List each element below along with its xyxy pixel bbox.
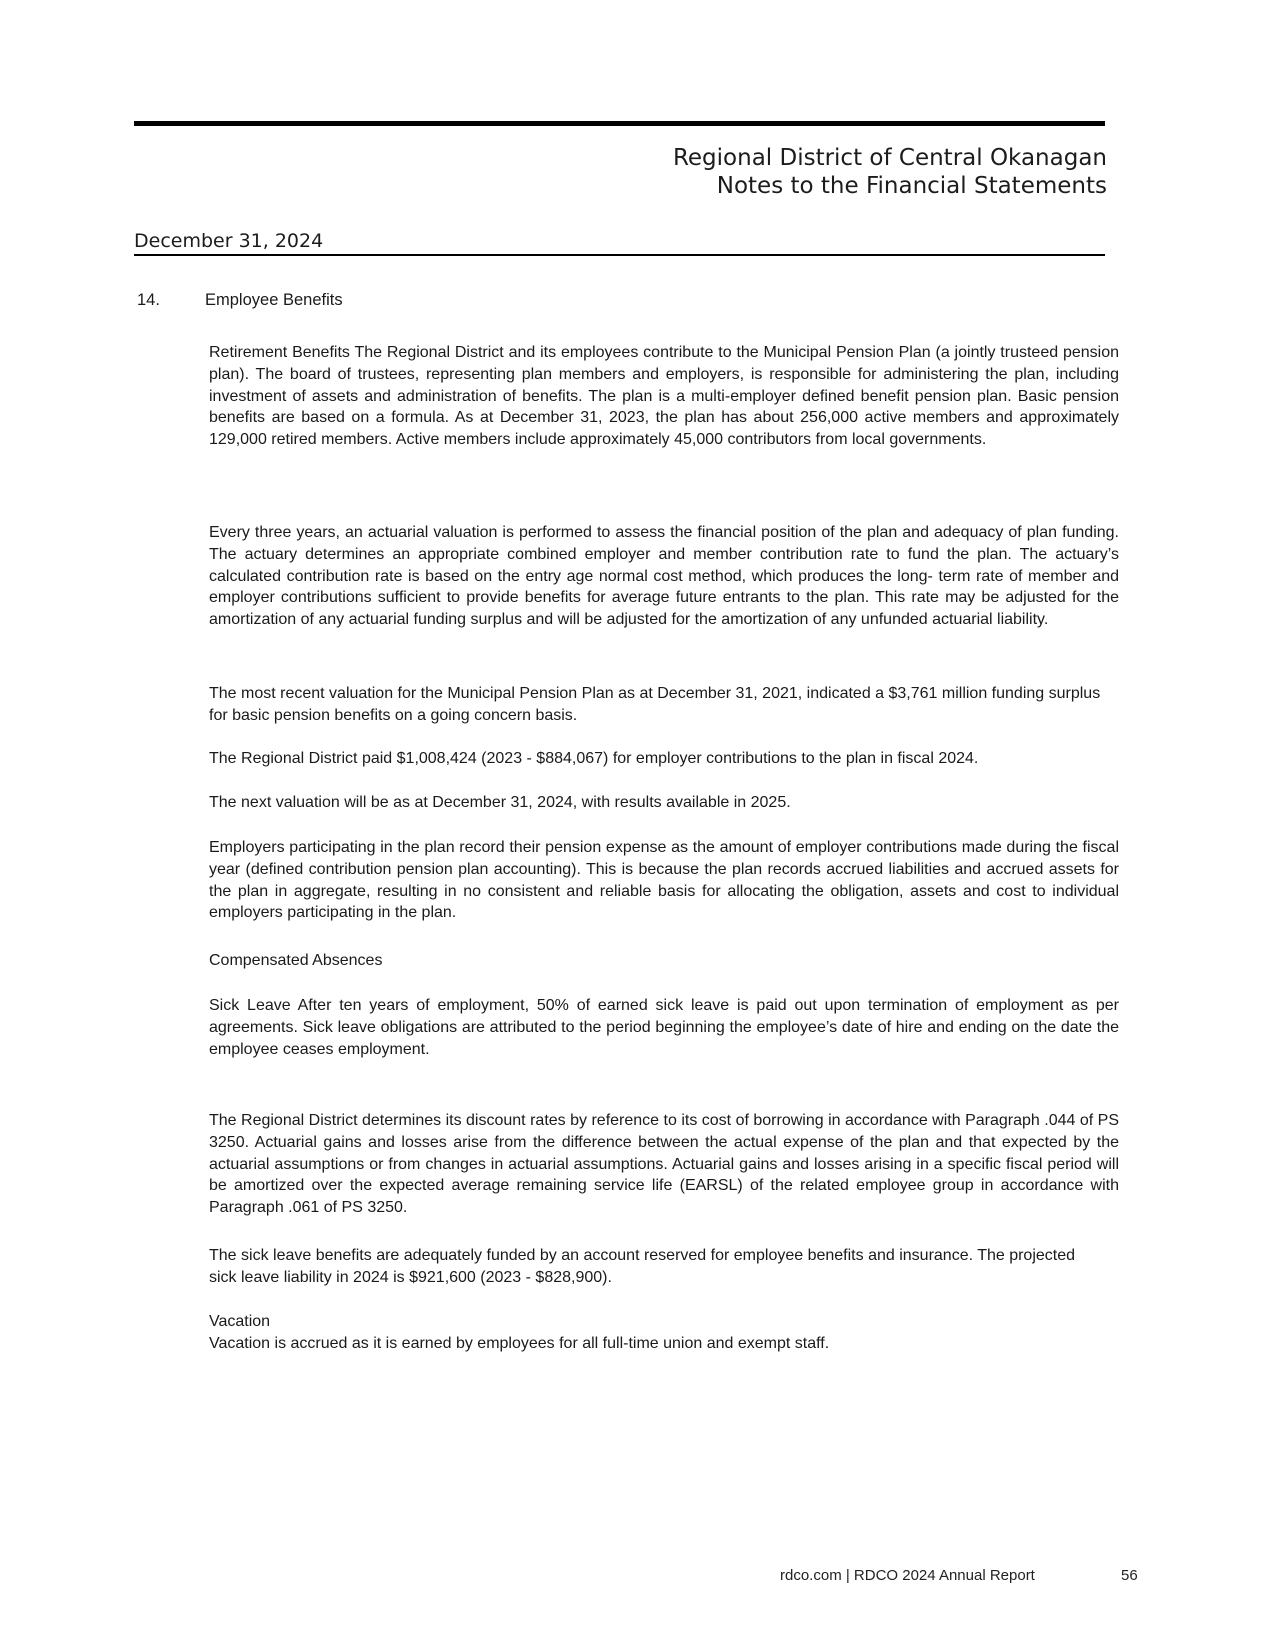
note-title: Employee Benefits — [205, 291, 343, 309]
contributions-paid-paragraph: The Regional District paid $1,008,424 (2023 - $884,067) for employer contributions to the plan in fiscal 2024. — [209, 750, 979, 767]
note-number: 14. — [137, 291, 160, 309]
discount-rates-paragraph: The Regional District determines its discount rates by reference to its cost of borrowing in accordance with Paragraph .044 of PS 3250. Actuarial gains and losses arise from the difference between the actual expense of the plan and that expected by the actuarial assumptions or from changes in actuarial assumptions. Actuarial gains and losses arising in a specific fiscal period will be amortized over the expected average remaining service life (EARSL) of the related employee group in accordance with Paragraph .061 of PS 3250. — [209, 1112, 1119, 1217]
page-footer — [780, 1567, 1138, 1584]
header-top-rule — [134, 121, 1105, 126]
vacation-heading: Vacation — [209, 1313, 271, 1330]
sick-leave-funding-paragraph: The sick leave benefits are adequately funded by an account reserved for employee benefits and insurance. The projected sick leave liability in 2024 is $921,600 (2023 - $828,900). — [209, 1247, 1076, 1286]
next-valuation-paragraph: The next valuation will be as at December 31, 2024, with results available in 2025. — [209, 794, 791, 811]
document-title — [673, 144, 1107, 200]
document-subtitle: Notes to the Financial Statements — [716, 173, 1107, 199]
actuarial-valuation-paragraph: Every three years, an actuarial valuation is performed to assess the financial position of the plan and adequacy of plan funding. The actuary determines an appropriate combined employer and member contribution rate to fund the plan. The actuary’s calculated contribution rate is based on the entry age normal cost method, which produces the long- term rate of member and employer contributions sufficient to provide benefits for average future entrants to the plan. This rate may be adjusted for the amortization of any actuarial funding surplus and will be adjusted for the amortization of any unfunded actuarial liability. — [209, 524, 1119, 629]
sick-leave-paragraph: Sick Leave After ten years of employment, 50% of earned sick leave is paid out upon termination of employment as per agreements. Sick leave obligations are attributed to the period beginning the employee’s date of hire and ending on the date the employee ceases employment. — [209, 997, 1119, 1058]
footer-report-text: rdco.com | RDCO 2024 Annual Report — [780, 1567, 1035, 1584]
page-number: 56 — [1121, 1567, 1138, 1584]
employers-accounting-paragraph: Employers participating in the plan record their pension expense as the amount of employer contributions made during the fiscal year (defined contribution pension plan accounting). This is because the plan records accrued liabilities and accrued assets for the plan in aggregate, resulting in no consistent and reliable basis for allocating the obligation, assets and cost to individual employers participating in the plan. — [209, 839, 1119, 922]
statement-date: December 31, 2024 — [134, 230, 1105, 256]
note-heading — [137, 290, 343, 310]
recent-valuation-paragraph: The most recent valuation for the Municipal Pension Plan as at December 31, 2021, indicated a $3,761 million funding surplus for basic pension benefits on a going concern basis. — [209, 685, 1101, 724]
vacation-paragraph: Vacation is accrued as it is earned by employees for all full-time union and exempt staff. — [209, 1335, 830, 1352]
retirement-benefits-paragraph: Retirement Benefits The Regional District and its employees contribute to the Municipal Pension Plan (a jointly trusteed pension plan). The board of trustees, representing plan members and employers, is responsible for administering the plan, including investment of assets and administration of benefits. The plan is a multi-employer defined benefit pension plan. Basic pension benefits are based on a formula. As at December 31, 2023, the plan has about 256,000 active members and approximately 129,000 retired members. Active members include approximately 45,000 contributors from local governments. — [209, 344, 1119, 449]
organization-name: Regional District of Central Okanagan — [672, 145, 1107, 171]
compensated-absences-heading: Compensated Absences — [209, 952, 383, 969]
